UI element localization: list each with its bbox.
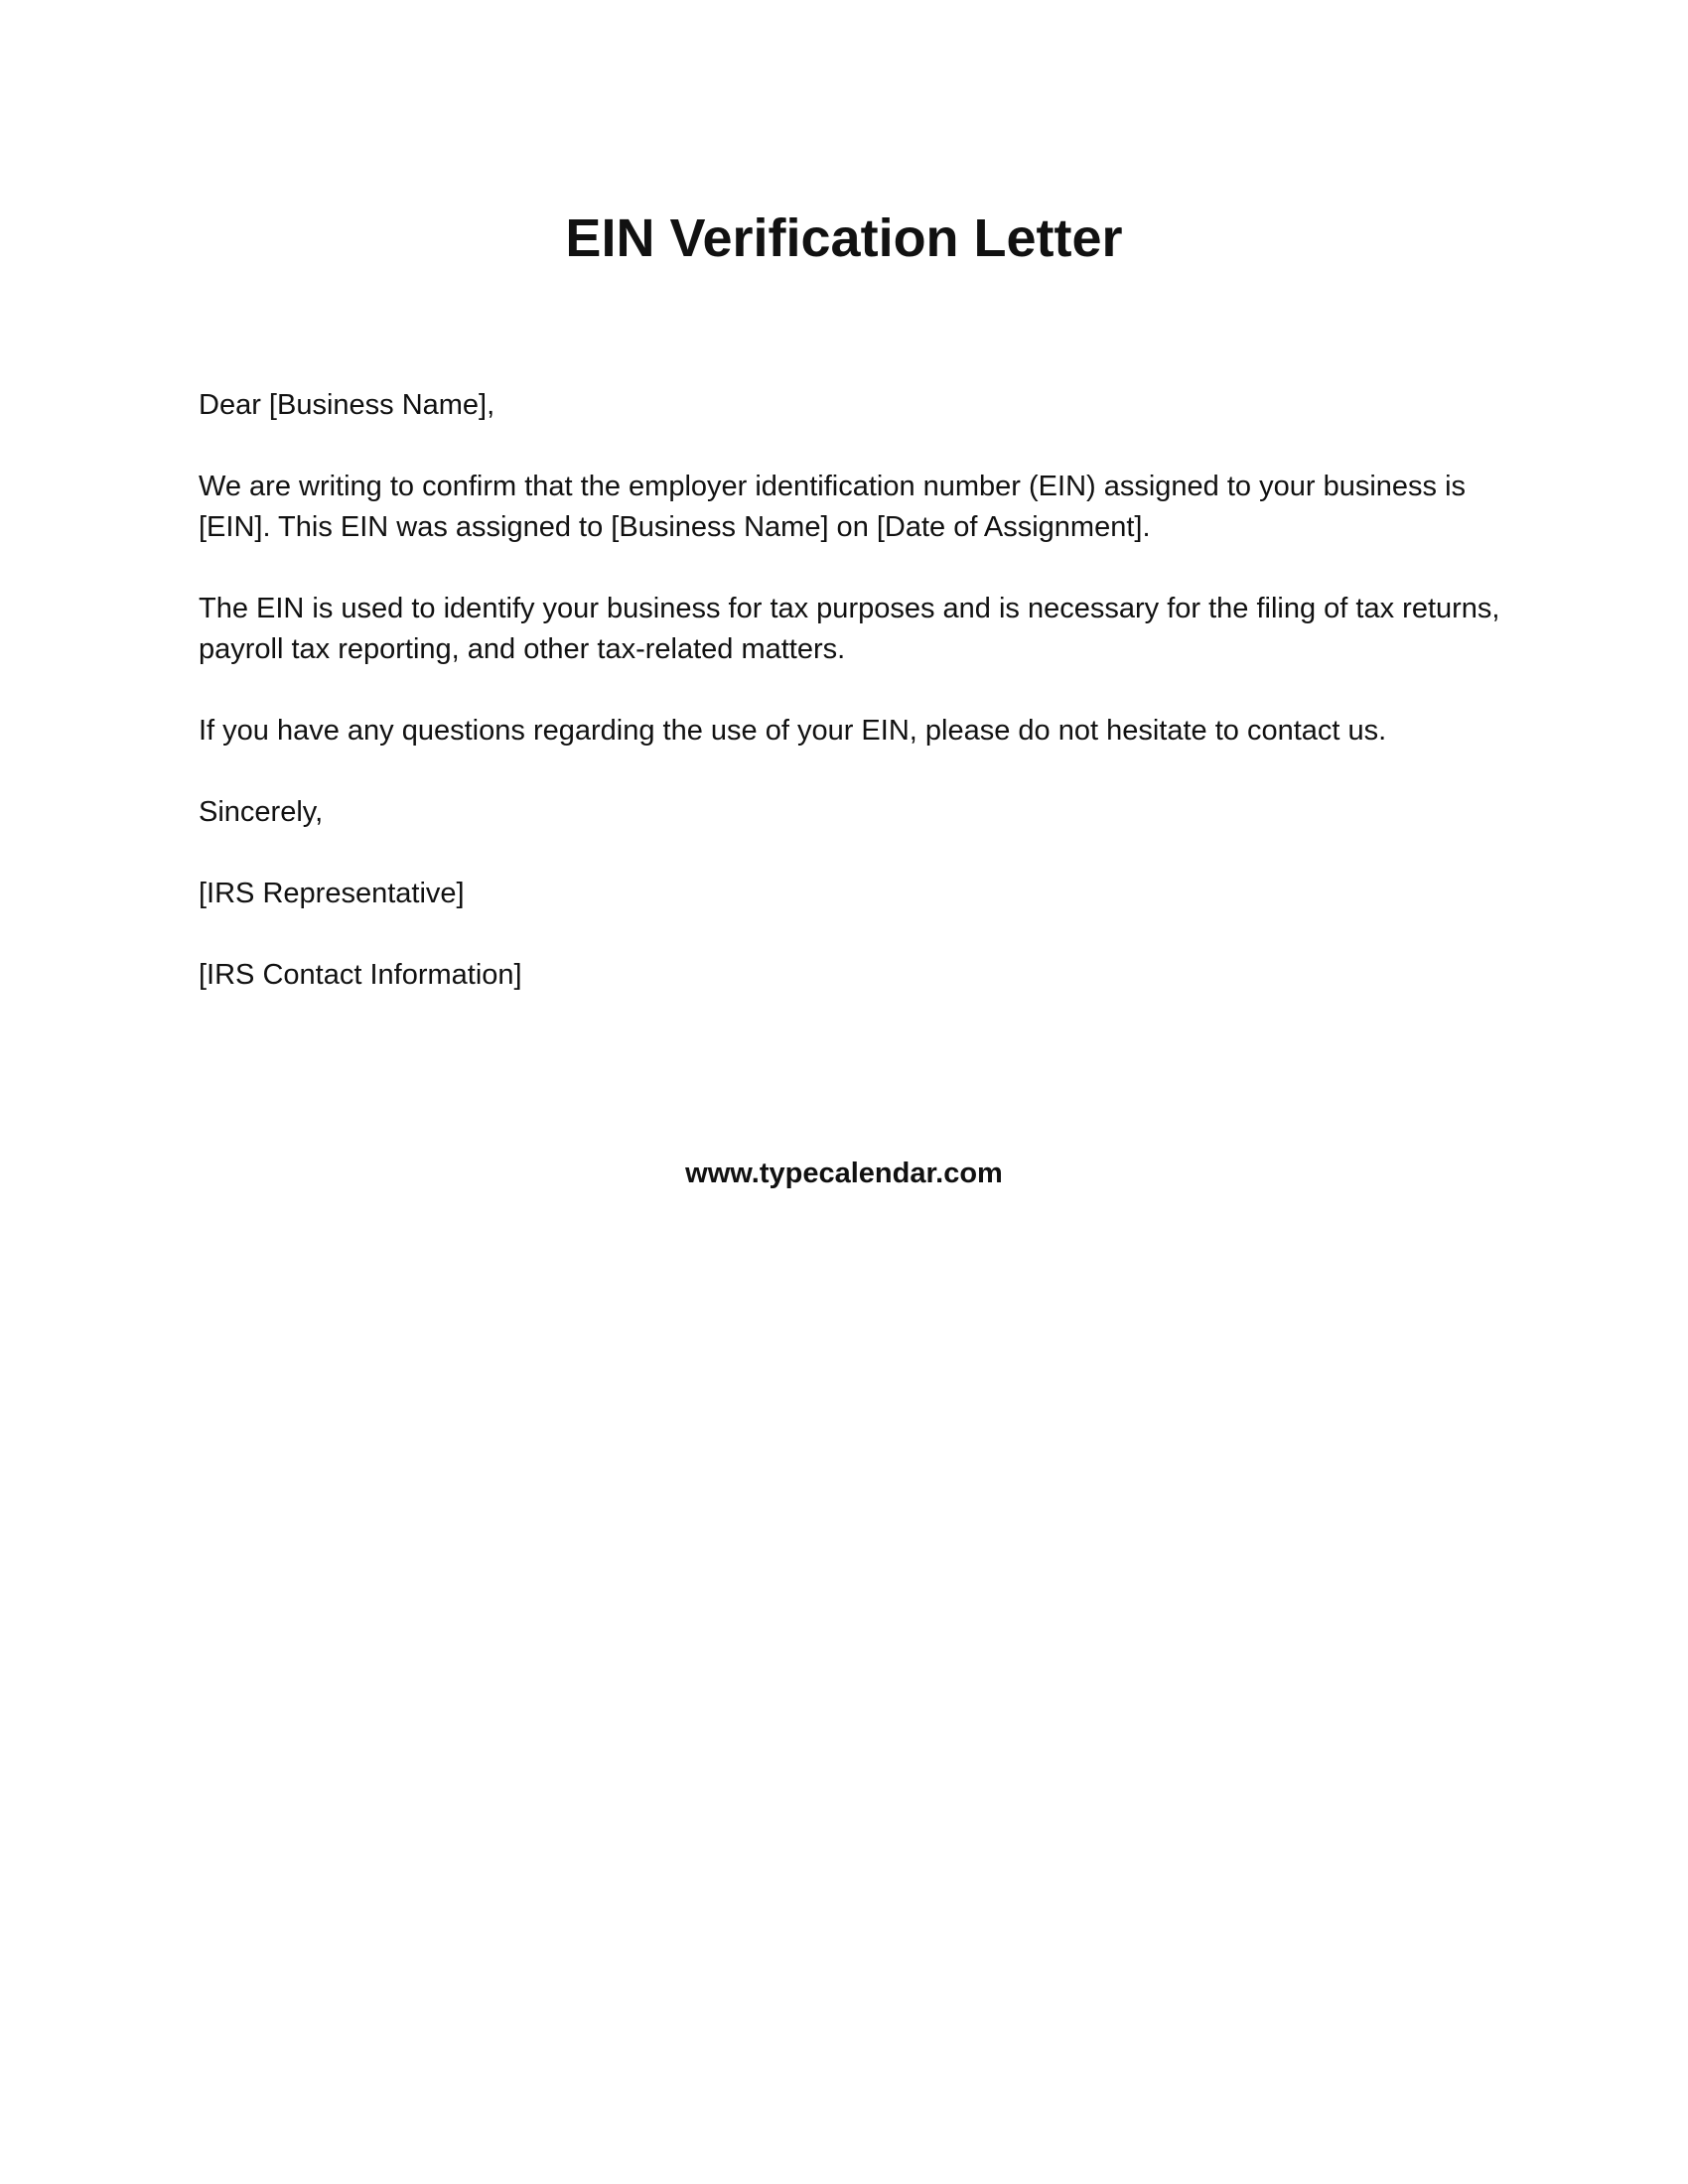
document-title: EIN Verification Letter — [565, 208, 1123, 268]
website-footer: www.typecalendar.com — [685, 1158, 1003, 1189]
paragraph-contact: If you have any questions regarding the use of your EIN, please do not hesitate to contact us. — [199, 715, 1387, 747]
closing: Sincerely, — [199, 796, 324, 828]
salutation: Dear [Business Name], — [199, 389, 495, 421]
letter-body — [199, 385, 1519, 1036]
paragraph-confirmation: We are writing to confirm that the employer identification number (EIN) assigned to your business is [EIN]. This EIN was assigned to [Business Name] on [Date of Assignment]. — [199, 471, 1467, 543]
signature-contact: [IRS Contact Information] — [199, 959, 522, 991]
paragraph-purpose: The EIN is used to identify your business for tax purposes and is necessary for the filing of tax returns, payroll tax reporting, and other tax-related matters. — [199, 593, 1500, 665]
signature-name: [IRS Representative] — [199, 878, 465, 909]
